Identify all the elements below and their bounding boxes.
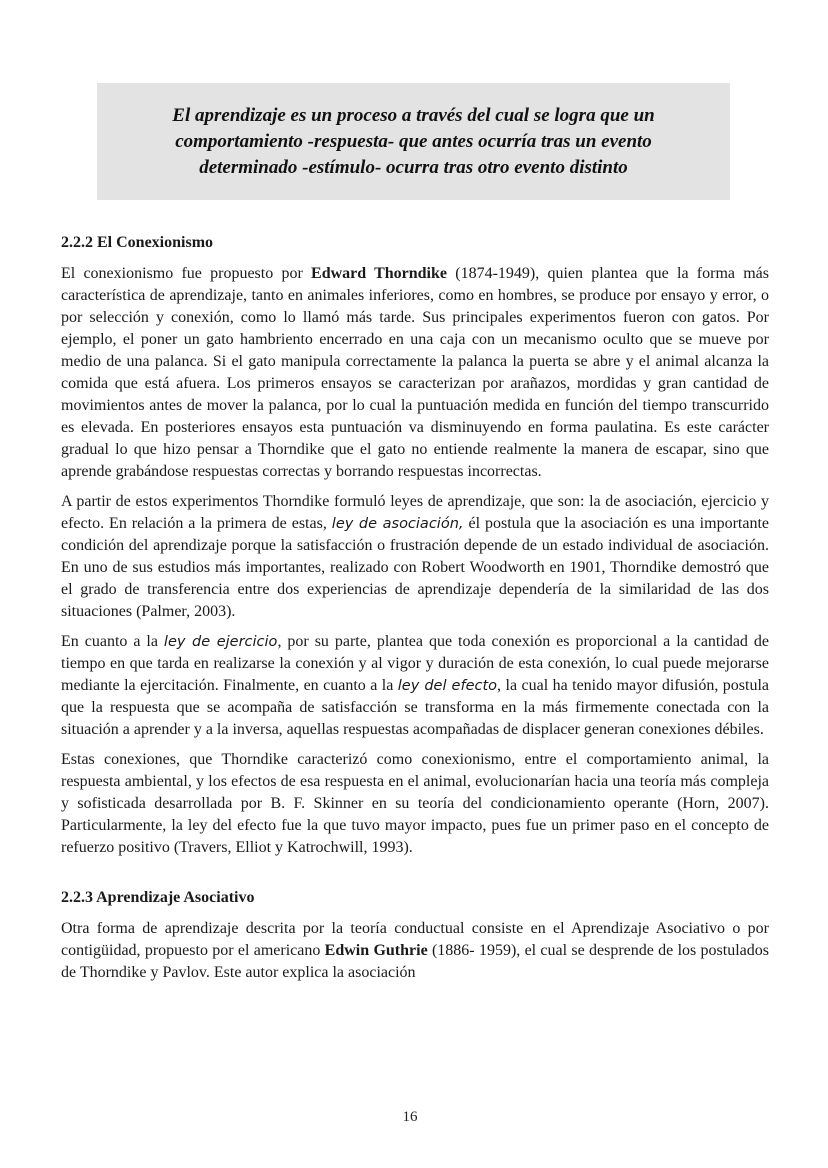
callout-line-1: El aprendizaje es un proceso a través del cual se logra que un: [172, 104, 655, 126]
callout-line-2: comportamiento -respuesta- que antes ocurría tras un evento: [175, 130, 652, 152]
text-run: Otra forma de aprendizaje descrita por la teoría conductual consiste en el Aprendizaje Asociativo o por contigüidad, propuesto por el americano: [61, 920, 769, 959]
paragraph-ley-ejercicio-efecto: [61, 631, 769, 741]
page-number: 16: [402, 1109, 418, 1125]
term-ley-ejercicio: ley de ejercicio: [163, 634, 278, 650]
text-run: En cuanto a la: [61, 633, 164, 650]
callout-line-3: determinado -estímulo- ocurra tras otro evento distinto: [199, 156, 628, 178]
author-name-thorndike: Edward Thorndike: [311, 265, 447, 282]
text-run: El conexionismo fue propuesto por: [61, 265, 312, 282]
paragraph-skinner: Estas conexiones, que Thorndike caracterizó como conexionismo, entre el comportamiento animal, la respuesta ambiental, y los efectos de esa respuesta en el animal, evolucionarían hacia una teoría más compleja y sofisticada desarrollada por B. F. Skinner en su teoría del condicionamiento operante (Horn, 2007). Particularmente, la ley del efecto fue la que tuvo mayor impacto, pues fue un primer paso en el concepto de refuerzo positivo (Travers, Elliot y Katrochwill, 1993).: [61, 751, 769, 856]
term-ley-efecto: ley del efecto: [397, 678, 498, 694]
document-body: [61, 232, 769, 992]
text-run: , la cual ha tenido mayor difusión, postula que la respuesta que se acompaña de satisfacción se transforma en la más firmemente conectada con la situación a aprender y a la inversa, aquellas respuestas acompañadas de displacer generan conexiones débiles.: [61, 677, 770, 738]
section-heading-conexionismo: 2.2.2 El Conexionismo: [61, 234, 214, 251]
paragraph-ley-asociacion: [61, 491, 769, 623]
paragraph-thorndike-intro: [61, 263, 769, 483]
text-run: (1874-1949), quien plantea que la forma más característica de aprendizaje, tanto en animales inferiores, como en hombres, se produce por ensayo y error, o por selección y conexión, como lo llamó más tarde. Sus principales experimentos fueron con gatos. Por ejemplo, el poner un gato hambriento encerrado en una caja con un mecanismo oculto que se mueve por medio de una palanca. Si el gato manipula correctamente la palanca la puerta se abre y el animal alcanza la comida que está afuera. Los primeros ensayos se caracterizan por arañazos, mordidas y gran cantidad de movimientos antes de mover la palanca, por lo cual la puntuación medida en función del tiempo transcurrido es elevada. En posteriores ensayos esta puntuación va disminuyendo en forma paulatina. Es este carácter gradual lo que hizo pensar a Thorndike que el gato no entiende realmente la manera de escapar, sino que aprende grabándose respuestas correctas y borrando respuestas incorrectas.: [61, 265, 769, 480]
term-ley-asociacion: ley de asociación,: [331, 516, 464, 532]
highlight-callout-box: [97, 83, 730, 200]
text-run: él postula que la asociación es una importante condición del aprendizaje porque la satisfacción o frustración depende de un estado individual de asociación. En uno de sus estudios más importantes, realizado con Robert Woodworth en 1901, Thorndike demostró que el grado de transferencia entre dos experiencias de aprendizaje dependería de la similaridad de las dos situaciones (Palmer, 2003).: [61, 515, 769, 620]
text-run: (1886- 1959), el cual se desprende de los postulados de Thorndike y Pavlov. Este autor explica la asociación: [61, 942, 770, 981]
callout-text: [172, 103, 654, 181]
paragraph-guthrie: [61, 918, 769, 984]
text-run: , por su parte, plantea que toda conexión es proporcional a la cantidad de tiempo en que tarda en realizarse la conexión y al vigor y duración de esta conexión, lo cual puede mejorarse mediante la ejercitación. Finalmente, en cuanto a la: [61, 633, 769, 694]
author-name-guthrie: Edwin Guthrie: [324, 942, 428, 959]
section-heading-aprendizaje-asociativo: 2.2.3 Aprendizaje Asociativo: [61, 889, 255, 906]
text-run: A partir de estos experimentos Thorndike formuló leyes de aprendizaje, que son: la de asociación, ejercicio y efecto. En relación a la primera de estas,: [61, 493, 769, 532]
